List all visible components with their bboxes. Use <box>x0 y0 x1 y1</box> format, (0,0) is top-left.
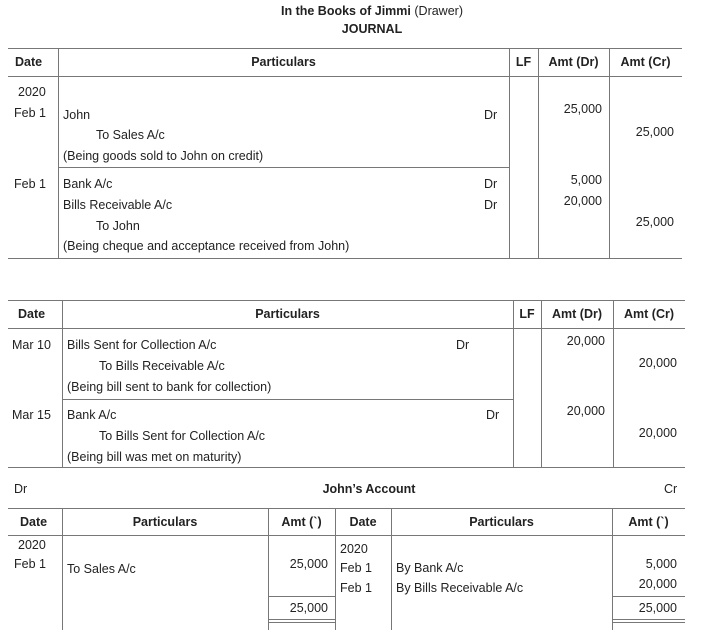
ledger-date: Feb 1 <box>340 561 372 575</box>
entry-year: 2020 <box>18 85 46 99</box>
ledger-date: Feb 1 <box>14 557 46 571</box>
total-line <box>268 619 335 620</box>
divider <box>538 48 539 258</box>
dr-label: Dr <box>484 108 498 122</box>
amount-cr: 20,000 <box>638 356 677 370</box>
total-line <box>612 596 685 597</box>
ledger-year: 2020 <box>340 542 368 556</box>
ledger-total: 25,000 <box>289 601 328 615</box>
credit-account: To Sales A/c <box>96 128 165 142</box>
entry-date: Mar 15 <box>12 408 51 422</box>
ledger-header-date: Date <box>20 515 48 529</box>
journal-title: JOURNAL <box>341 22 403 36</box>
debit-account: Bills Sent for Collection A/c <box>67 338 217 352</box>
ledger-title: John’s Account <box>322 482 416 496</box>
narration: (Being cheque and acceptance received from John) <box>63 239 350 253</box>
books-title <box>0 4 706 18</box>
ledger-header-amount: Amt (`) <box>281 515 322 529</box>
divider <box>8 467 685 468</box>
divider <box>541 300 542 467</box>
ledger-year: 2020 <box>18 538 46 552</box>
credit-account: To Bills Receivable A/c <box>99 359 225 373</box>
ledger-header-particulars: Particulars <box>469 515 534 529</box>
divider <box>58 48 59 258</box>
ledger-amount: 20,000 <box>638 577 677 591</box>
ledger-header-amount: Amt (`) <box>628 515 669 529</box>
entry-date: Feb 1 <box>14 106 46 120</box>
divider <box>62 300 63 467</box>
dr-label: Dr <box>486 408 500 422</box>
ledger-total: 25,000 <box>638 601 677 615</box>
header-lf: LF <box>515 55 532 69</box>
ledger-header-date: Date <box>349 515 377 529</box>
divider <box>8 300 685 301</box>
credit-account: To John <box>96 219 140 233</box>
amount-cr: 25,000 <box>635 125 674 139</box>
divider <box>8 328 685 329</box>
ledger-particular: By Bills Receivable A/c <box>396 581 524 595</box>
debit-account: Bills Receivable A/c <box>63 198 173 212</box>
header-date: Date <box>15 55 43 69</box>
ledger-date: Feb 1 <box>340 581 372 595</box>
dr-label: Dr <box>484 198 498 212</box>
amount-cr: 25,000 <box>635 215 674 229</box>
amount-cr: 20,000 <box>638 426 677 440</box>
ledger-particular: By Bank A/c <box>396 561 464 575</box>
header-amt-dr: Amt (Dr) <box>552 307 602 321</box>
header-date: Date <box>18 307 46 321</box>
dr-label: Dr <box>484 177 498 191</box>
divider <box>513 300 514 467</box>
dr-label: Dr <box>456 338 470 352</box>
divider <box>8 508 685 509</box>
divider <box>8 258 682 259</box>
narration: (Being goods sold to John on credit) <box>63 149 264 163</box>
divider <box>8 535 685 536</box>
narration: (Being bill was met on maturity) <box>67 450 242 464</box>
entry-date: Mar 10 <box>12 338 51 352</box>
ledger-dr-label: Dr <box>14 482 28 496</box>
divider <box>8 48 682 49</box>
narration: (Being bill sent to bank for collection) <box>67 380 272 394</box>
books-title-prefix: In the Books of Jimmi <box>281 4 411 18</box>
header-lf: LF <box>519 307 535 321</box>
total-line <box>268 596 335 597</box>
debit-account: Bank A/c <box>67 408 117 422</box>
divider <box>8 76 682 77</box>
credit-account: To Bills Sent for Collection A/c <box>99 429 266 443</box>
amount-dr: 20,000 <box>563 194 602 208</box>
divider <box>58 167 509 168</box>
debit-account: John <box>63 108 91 122</box>
total-line <box>612 622 685 623</box>
debit-account: Bank A/c <box>63 177 113 191</box>
divider <box>509 48 510 258</box>
entry-date: Feb 1 <box>14 177 46 191</box>
header-particulars: Particulars <box>255 307 320 321</box>
header-particulars: Particulars <box>251 55 316 69</box>
amount-dr: 5,000 <box>570 173 602 187</box>
ledger-header-particulars: Particulars <box>132 515 198 529</box>
divider <box>613 300 614 467</box>
amount-dr: 20,000 <box>566 404 605 418</box>
total-line <box>612 619 685 620</box>
books-title-suffix: (Drawer) <box>414 4 463 18</box>
ledger-cr-label: Cr <box>664 482 678 496</box>
total-line <box>268 622 335 623</box>
amount-dr: 20,000 <box>566 334 605 348</box>
header-amt-cr: Amt (Cr) <box>624 307 674 321</box>
ledger-amount: 25,000 <box>289 557 328 571</box>
amount-dr: 25,000 <box>563 102 602 116</box>
ledger-amount: 5,000 <box>645 557 677 571</box>
divider <box>62 399 513 400</box>
header-amt-dr: Amt (Dr) <box>548 55 599 69</box>
header-amt-cr: Amt (Cr) <box>620 55 671 69</box>
ledger-particular: To Sales A/c <box>67 562 136 576</box>
